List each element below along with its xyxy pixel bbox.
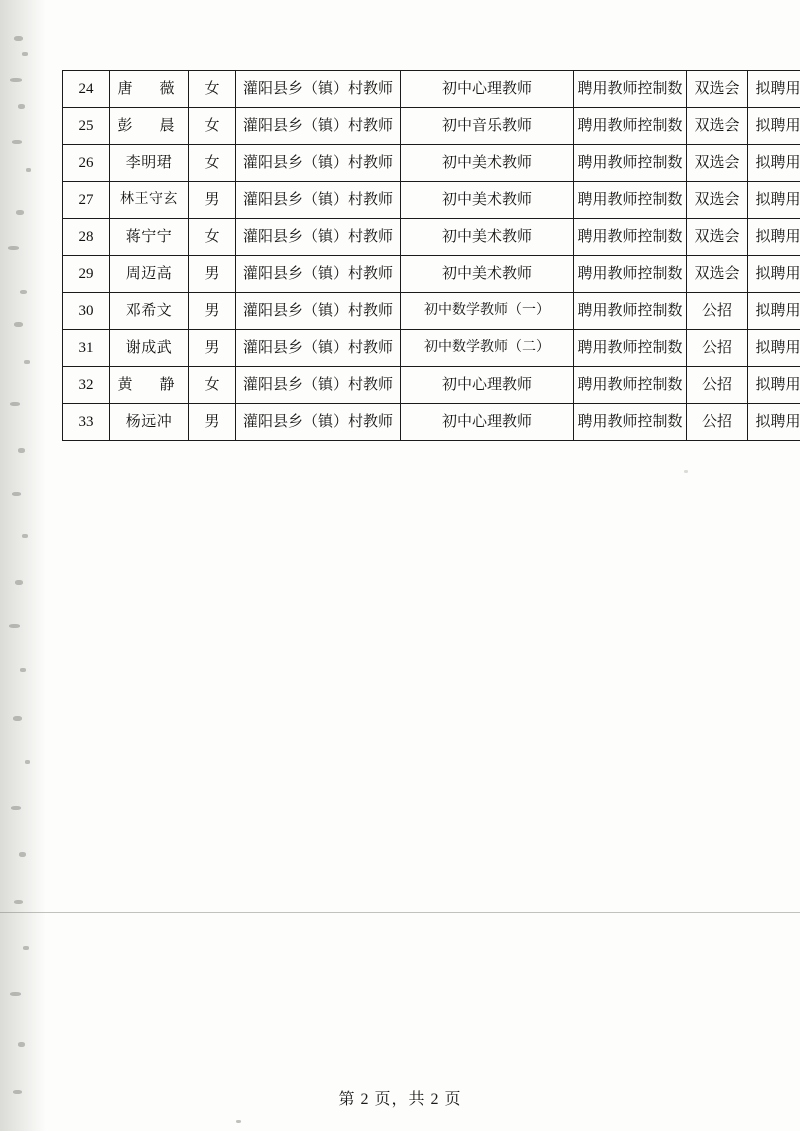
cell-unit: 灌阳县乡（镇）村教师 bbox=[236, 108, 401, 145]
cell-result: 拟聘用 bbox=[748, 293, 800, 330]
cell-no: 26 bbox=[63, 145, 110, 182]
table-row bbox=[63, 404, 800, 441]
cell-name: 彭 晨 bbox=[110, 108, 189, 145]
cell-result: 拟聘用 bbox=[748, 145, 800, 182]
cell-post: 初中美术教师 bbox=[401, 182, 574, 219]
cell-post: 初中数学教师（一） bbox=[401, 293, 574, 330]
cell-result: 拟聘用 bbox=[748, 330, 800, 367]
cell-no: 31 bbox=[63, 330, 110, 367]
cell-post: 初中心理教师 bbox=[401, 404, 574, 441]
cell-way: 双选会 bbox=[687, 182, 748, 219]
cell-sex: 女 bbox=[189, 108, 236, 145]
cell-no: 24 bbox=[63, 71, 110, 108]
cell-sex: 女 bbox=[189, 145, 236, 182]
cell-name: 杨远冲 bbox=[110, 404, 189, 441]
cell-name: 林王守玄 bbox=[110, 182, 189, 219]
cell-sex: 男 bbox=[189, 182, 236, 219]
cell-name: 唐 薇 bbox=[110, 71, 189, 108]
roster-table-body bbox=[63, 71, 800, 441]
cell-unit: 灌阳县乡（镇）村教师 bbox=[236, 145, 401, 182]
cell-no: 32 bbox=[63, 367, 110, 404]
cell-name: 黄 静 bbox=[110, 367, 189, 404]
cell-post: 初中美术教师 bbox=[401, 256, 574, 293]
table-row bbox=[63, 256, 800, 293]
cell-type: 聘用教师控制数 bbox=[574, 293, 687, 330]
cell-type: 聘用教师控制数 bbox=[574, 219, 687, 256]
cell-name: 谢成武 bbox=[110, 330, 189, 367]
cell-name: 李明珺 bbox=[110, 145, 189, 182]
cell-type: 聘用教师控制数 bbox=[574, 367, 687, 404]
cell-way: 公招 bbox=[687, 293, 748, 330]
cell-way: 公招 bbox=[687, 367, 748, 404]
cell-sex: 女 bbox=[189, 219, 236, 256]
cell-type: 聘用教师控制数 bbox=[574, 182, 687, 219]
cell-post: 初中音乐教师 bbox=[401, 108, 574, 145]
cell-result: 拟聘用 bbox=[748, 71, 800, 108]
cell-no: 27 bbox=[63, 182, 110, 219]
table-row bbox=[63, 293, 800, 330]
cell-unit: 灌阳县乡（镇）村教师 bbox=[236, 182, 401, 219]
cell-way: 双选会 bbox=[687, 256, 748, 293]
cell-post: 初中美术教师 bbox=[401, 145, 574, 182]
cell-post: 初中美术教师 bbox=[401, 219, 574, 256]
cell-unit: 灌阳县乡（镇）村教师 bbox=[236, 219, 401, 256]
page-footer: 第 2 页，共 2 页 bbox=[338, 1091, 462, 1108]
table-row bbox=[63, 182, 800, 219]
table-row bbox=[63, 330, 800, 367]
cell-name: 邓希文 bbox=[110, 293, 189, 330]
cell-way: 双选会 bbox=[687, 108, 748, 145]
cell-type: 聘用教师控制数 bbox=[574, 71, 687, 108]
cell-result: 拟聘用 bbox=[748, 182, 800, 219]
cell-way: 公招 bbox=[687, 404, 748, 441]
cell-result: 拟聘用 bbox=[748, 219, 800, 256]
cell-sex: 男 bbox=[189, 293, 236, 330]
cell-sex: 男 bbox=[189, 330, 236, 367]
scan-edge-shadow bbox=[0, 0, 58, 1131]
cell-way: 双选会 bbox=[687, 71, 748, 108]
cell-unit: 灌阳县乡（镇）村教师 bbox=[236, 330, 401, 367]
cell-sex: 男 bbox=[189, 256, 236, 293]
cell-result: 拟聘用 bbox=[748, 108, 800, 145]
cell-post: 初中心理教师 bbox=[401, 71, 574, 108]
table-row bbox=[63, 108, 800, 145]
roster-table-container bbox=[62, 70, 800, 441]
cell-type: 聘用教师控制数 bbox=[574, 145, 687, 182]
cell-no: 28 bbox=[63, 219, 110, 256]
cell-post: 初中数学教师（二） bbox=[401, 330, 574, 367]
cell-way: 双选会 bbox=[687, 219, 748, 256]
cell-way: 双选会 bbox=[687, 145, 748, 182]
cell-unit: 灌阳县乡（镇）村教师 bbox=[236, 256, 401, 293]
cell-result: 拟聘用 bbox=[748, 367, 800, 404]
cell-type: 聘用教师控制数 bbox=[574, 330, 687, 367]
cell-name: 蒋宁宁 bbox=[110, 219, 189, 256]
cell-type: 聘用教师控制数 bbox=[574, 404, 687, 441]
table-row bbox=[63, 145, 800, 182]
cell-result: 拟聘用 bbox=[748, 404, 800, 441]
cell-type: 聘用教师控制数 bbox=[574, 256, 687, 293]
cell-post: 初中心理教师 bbox=[401, 367, 574, 404]
cell-unit: 灌阳县乡（镇）村教师 bbox=[236, 367, 401, 404]
cell-no: 33 bbox=[63, 404, 110, 441]
cell-sex: 女 bbox=[189, 71, 236, 108]
table-row bbox=[63, 71, 800, 108]
cell-no: 29 bbox=[63, 256, 110, 293]
cell-result: 拟聘用 bbox=[748, 256, 800, 293]
cell-unit: 灌阳县乡（镇）村教师 bbox=[236, 71, 401, 108]
cell-name: 周迈高 bbox=[110, 256, 189, 293]
table-row bbox=[63, 219, 800, 256]
cell-unit: 灌阳县乡（镇）村教师 bbox=[236, 404, 401, 441]
cell-sex: 男 bbox=[189, 404, 236, 441]
cell-way: 公招 bbox=[687, 330, 748, 367]
cell-unit: 灌阳县乡（镇）村教师 bbox=[236, 293, 401, 330]
scan-fold-line bbox=[0, 912, 800, 913]
table-row bbox=[63, 367, 800, 404]
cell-no: 30 bbox=[63, 293, 110, 330]
roster-table bbox=[62, 70, 800, 441]
cell-type: 聘用教师控制数 bbox=[574, 108, 687, 145]
cell-sex: 女 bbox=[189, 367, 236, 404]
cell-no: 25 bbox=[63, 108, 110, 145]
